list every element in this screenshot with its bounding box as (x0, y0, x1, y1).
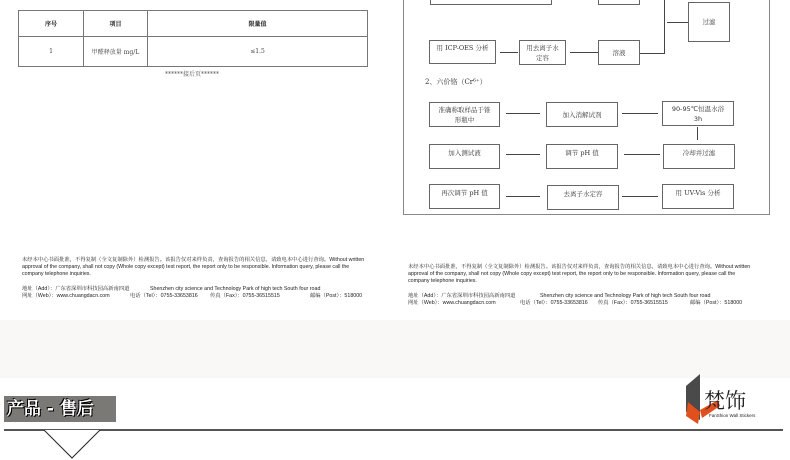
connector-line (664, 0, 665, 54)
connector-line (506, 154, 540, 155)
connector-line (500, 52, 518, 53)
connector-line (667, 22, 688, 23)
address-en: Shenzhen city science and Technology Park of high tech South four road (150, 286, 321, 292)
flow-box: 准确称取样品于锥形瓶中 (429, 102, 500, 127)
address: 地址（Add）：广东省深圳市科技园高新南四道 (408, 293, 516, 299)
flow-box: 用去离子水定容 (519, 40, 566, 65)
col-header: 限量值 (148, 11, 368, 37)
flow-box: 用 UV-Vis 分析 (662, 184, 734, 209)
tel: 电话（Tel）：0755-33653816 (520, 300, 588, 306)
flow-box: 再次调节 pH 值 (429, 184, 500, 209)
flow-box: 加入测试液 (429, 144, 500, 169)
flow-box (598, 0, 640, 5)
address: 地址（Add）：广东省深圳市科技园高新南四道 (22, 286, 130, 292)
post: 邮编（Post）：518000 (310, 293, 363, 299)
limit-table (18, 10, 368, 67)
divider (4, 429, 783, 431)
flow-box: 调节 pH 值 (546, 144, 618, 169)
connector-line (640, 53, 665, 54)
disclaimer: 未经本中心书面批准，不得复制（全文复制除外）检测报告。该报告仅对来样负责，查询报告的相关信息，请致电本中心进行查询。Without written approval of the company, shall not copy (Whole copy except) test report, the report only to be responsible. Information query, please call the company telephone inquiries. (22, 257, 365, 277)
connector-line (624, 154, 660, 155)
flow-box (430, 0, 552, 5)
address-en: Shenzhen city science and Technology Park of high tech South four road (540, 293, 711, 299)
connector-line (622, 196, 658, 197)
col-header: 项目 (84, 11, 148, 37)
connector-line (697, 127, 698, 140)
continued-note: ******接后页****** (165, 71, 220, 78)
down-chevron-icon (40, 430, 110, 460)
flow-box: 用 ICP-OES 分析 (429, 40, 496, 64)
table-row: 1 甲醛释放量 mg/L ≤1.5 (19, 37, 368, 67)
flow-box: 加入消解试剂 (546, 102, 618, 127)
svg-text:FanShion Wall Stickers: FanShion Wall Stickers (709, 413, 756, 418)
flow-box: 去离子水定容 (547, 185, 619, 210)
logo-mark-icon (678, 372, 768, 427)
col-header: 序号 (19, 11, 84, 37)
svg-text:梵饰: 梵饰 (704, 389, 746, 413)
flow-box: 90-95℃恒温水浴 3h (662, 101, 734, 126)
connector-line (506, 196, 540, 197)
connector-line (622, 113, 658, 114)
fax: 传真（Fax）：0755-36515515 (598, 300, 668, 306)
fax: 传真（Fax）：0755-36515515 (210, 293, 280, 299)
tel: 电话（Tel）：0755-33653816 (130, 293, 198, 299)
report-page-left (0, 0, 396, 320)
connector-line (570, 52, 598, 53)
section-banner: 产品 - 售后 (4, 396, 116, 422)
connector-line (506, 113, 540, 114)
flow-box: 溶液 (598, 40, 640, 65)
brand-logo (678, 372, 768, 427)
disclaimer: 未经本中心书面批准，不得复制（全文复制除外）检测报告。该报告仅对来样负责，查询报告的相关信息，请致电本中心进行查询。Without written approval of the company, shall not copy (Whole copy except) test report, the report only to be responsible. Information query, please call the company telephone inquiries. (408, 264, 751, 284)
flow-box: 过滤 (688, 2, 730, 42)
web: 网址（Web）：www.chuangdacn.com (22, 293, 110, 299)
web: 网址（Web）：www.chuangdacn.com (408, 300, 496, 306)
separator-band (0, 320, 790, 378)
flow-box: 冷却并过滤 (663, 144, 735, 169)
post: 邮编（Post）：518000 (690, 300, 743, 306)
section-title: 2、六价铬（Cr⁶⁺） (425, 78, 487, 86)
